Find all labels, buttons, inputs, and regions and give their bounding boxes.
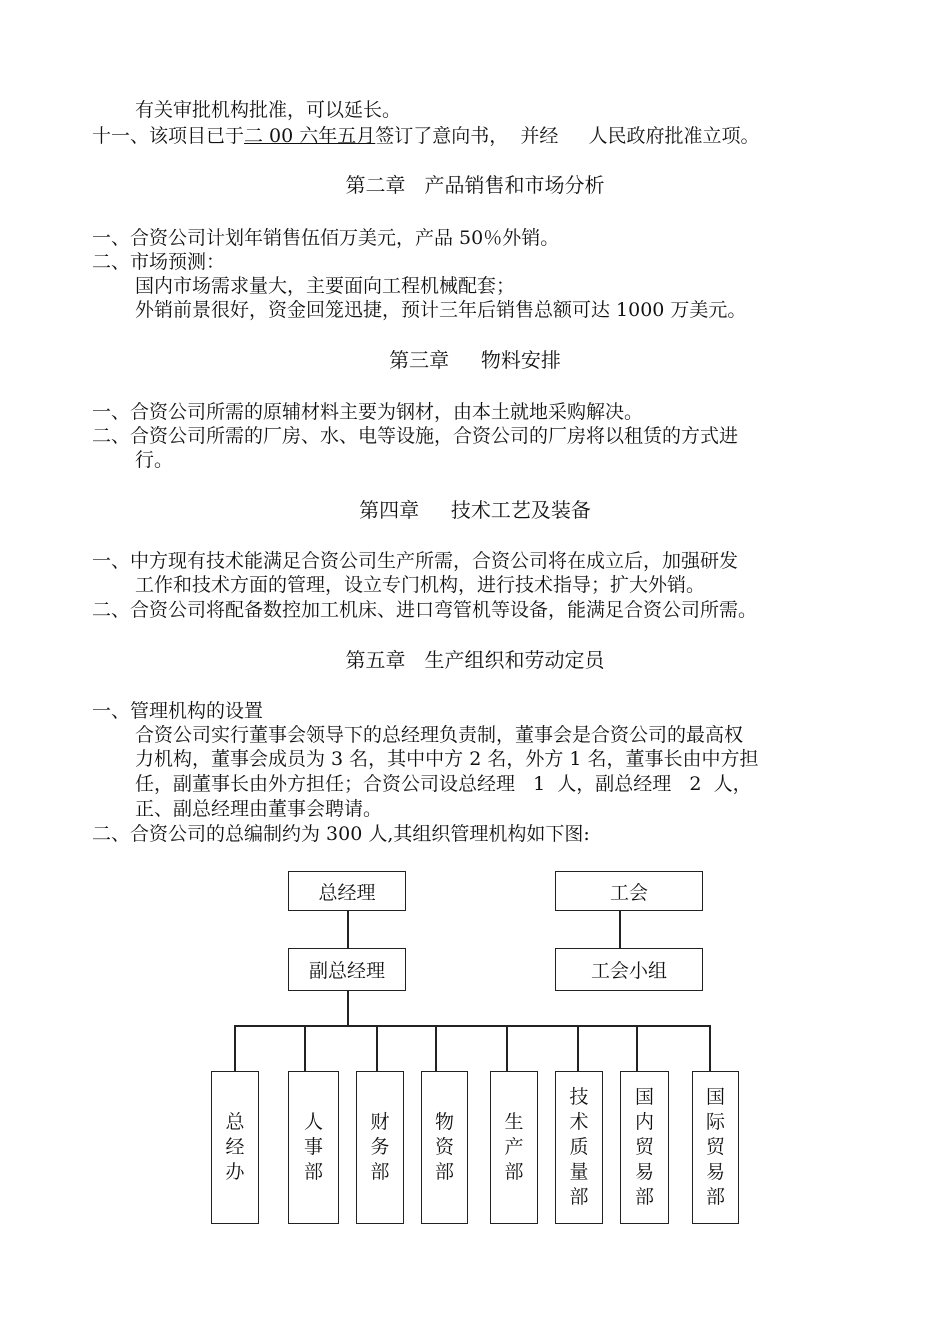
department-label: 生产部 bbox=[504, 1111, 524, 1183]
org-box-department bbox=[692, 1071, 739, 1224]
text-line: 一、管理机构的设置 bbox=[92, 700, 264, 722]
connector-line bbox=[304, 1025, 306, 1071]
text-line: 有关审批机构批准，可以延长。 bbox=[135, 99, 402, 121]
chapter-heading: 第五章 生产组织和劳动定员 bbox=[345, 648, 605, 672]
org-box-label: 总经理 bbox=[318, 881, 376, 904]
department-label: 国际贸易部 bbox=[705, 1086, 725, 1208]
chapter-heading: 第三章 物料安排 bbox=[389, 348, 561, 372]
text-line: 国内市场需求量大，主要面向工程机械配套； bbox=[135, 275, 516, 297]
connector-line bbox=[234, 1025, 236, 1071]
connector-line bbox=[506, 1025, 508, 1071]
department-label: 人事部 bbox=[303, 1111, 323, 1183]
text-segment: 签订了意向书， 并经 人民政府批准立项。 bbox=[375, 125, 760, 147]
department-label: 技术质量部 bbox=[569, 1086, 589, 1208]
org-box-department bbox=[421, 1071, 468, 1224]
text-line: 二、市场预测： bbox=[92, 251, 226, 273]
text-line: 正、副总经理由董事会聘请。 bbox=[135, 798, 383, 820]
connector-line bbox=[435, 1025, 437, 1071]
text-line: 二、合资公司的总编制约为 300 人,其组织管理机构如下图: bbox=[92, 823, 590, 845]
org-box-union-group bbox=[555, 948, 703, 991]
org-box-department bbox=[211, 1071, 259, 1224]
text-line: 外销前景很好，资金回笼迅捷，预计三年后销售总额可达 1000 万美元。 bbox=[135, 299, 747, 321]
chapter-heading: 第四章 技术工艺及装备 bbox=[359, 498, 591, 522]
text-line: 行。 bbox=[135, 449, 174, 471]
text-segment: 十一、该项目已于 bbox=[92, 125, 245, 147]
org-box-department bbox=[555, 1071, 603, 1224]
org-box-department bbox=[356, 1071, 404, 1224]
department-label: 总经办 bbox=[225, 1111, 245, 1183]
org-box-department bbox=[288, 1071, 339, 1224]
text-line: 二、合资公司所需的厂房、水、电等设施，合资公司的厂房将以租赁的方式进 bbox=[92, 425, 739, 447]
text-line: 一、合资公司所需的原辅材料主要为钢材，由本土就地采购解决。 bbox=[92, 401, 644, 423]
text-line: 合资公司实行董事会领导下的总经理负责制，董事会是合资公司的最高权 bbox=[135, 724, 744, 746]
text-line bbox=[92, 124, 760, 148]
connector-line bbox=[636, 1025, 638, 1071]
org-box-label: 工会 bbox=[609, 881, 648, 904]
org-box-deputy-gm bbox=[288, 948, 406, 991]
text-line: 任，副董事长由外方担任；合资公司设总经理 1 人，副总经理 2 人， bbox=[135, 773, 752, 795]
underlined-date: 二 00 六年五月 bbox=[244, 125, 376, 147]
text-line: 工作和技术方面的管理，设立专门机构，进行技术指导；扩大外销。 bbox=[135, 574, 706, 596]
department-label: 物资部 bbox=[434, 1111, 454, 1183]
org-box-label: 副总经理 bbox=[308, 960, 385, 982]
department-label: 国内贸易部 bbox=[634, 1086, 654, 1208]
org-box-union bbox=[555, 871, 703, 911]
text-line: 二、合资公司将配备数控加工机床、进口弯管机等设备，能满足合资公司所需。 bbox=[92, 599, 758, 621]
org-box-department bbox=[490, 1071, 538, 1224]
connector-line bbox=[347, 911, 349, 948]
department-label: 财务部 bbox=[370, 1111, 390, 1183]
text-line: 力机构，董事会成员为 3 名，其中中方 2 名，外方 1 名，董事长由中方担 bbox=[135, 748, 759, 770]
org-box-label: 工会小组 bbox=[590, 960, 667, 982]
connector-line bbox=[709, 1025, 711, 1071]
chapter-heading: 第二章 产品销售和市场分析 bbox=[345, 173, 605, 197]
text-line: 一、合资公司计划年销售伍佰万美元，产品 50％外销。 bbox=[92, 227, 560, 249]
text-line: 一、中方现有技术能满足合资公司生产所需，合资公司将在成立后，加强研发 bbox=[92, 550, 739, 572]
connector-line bbox=[577, 1025, 579, 1071]
org-box-department bbox=[620, 1071, 669, 1224]
connector-line bbox=[347, 991, 349, 1026]
connector-line bbox=[619, 911, 621, 948]
org-box-general-manager bbox=[288, 871, 406, 911]
connector-line bbox=[376, 1025, 378, 1071]
